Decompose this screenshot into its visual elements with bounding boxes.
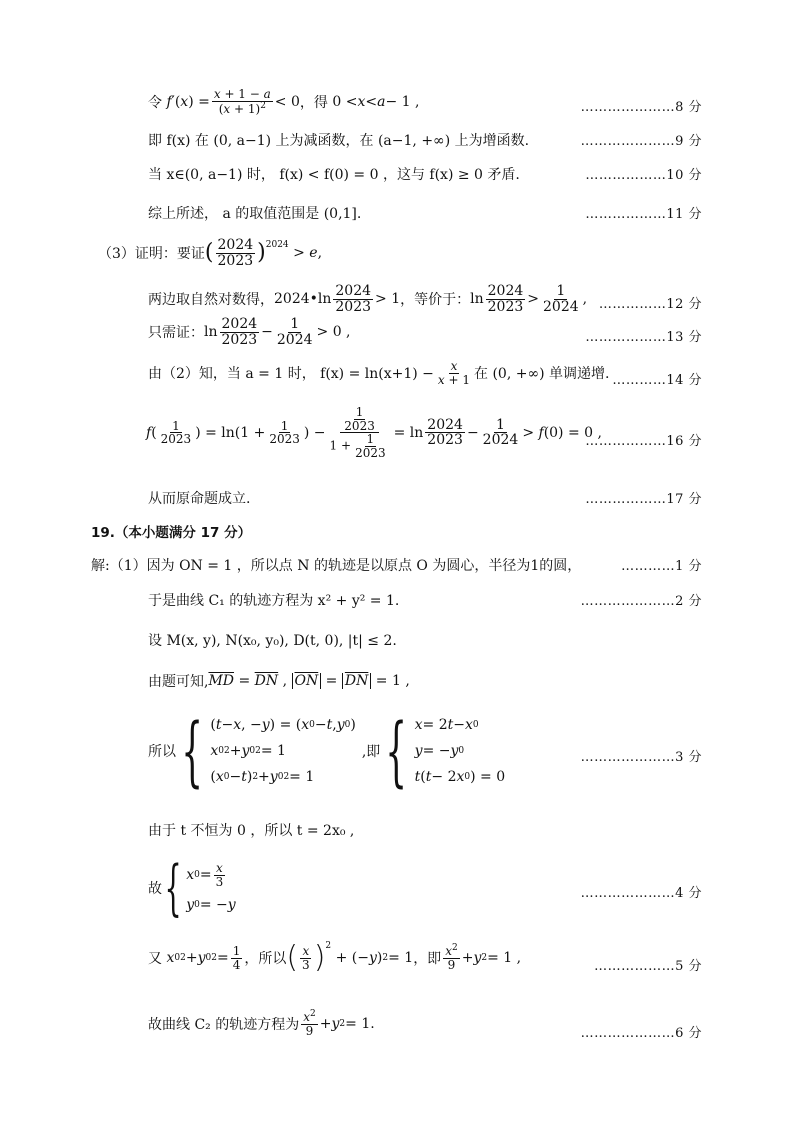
q19-line-substitute: 又 x 0 2 + y 0 2 = $\frac{1}{4}$ ，所以 ( $\frac{x}{3}$ ) $^2$ + (− y ) 2 = 1 ，即 $\frac{x^2}{9}$ + y 2 = 1 ,	[148, 940, 522, 975]
text-take-log: 两边取自然对数得，	[148, 292, 274, 309]
line-need-prove: 只需证： ln $\frac{2024}{2023}$ − $\frac{1}{2024}$ > 0 ,	[148, 316, 351, 348]
q19-line-vectors: 由题可知, $\overline{MD}$ = $\overline{DN}$ , $\overline{ON}$ = $\overline{DN}$ = 1 ,	[148, 673, 410, 690]
fraction-log-arg: $\frac{2024}{2023}$	[335, 283, 372, 315]
line-monotonic: 即 f(x) 在 (0, a−1) 上为减函数，在 (a−1, +∞) 上为增函数.	[148, 133, 530, 149]
fraction-1-2023: $\frac{1}{2023}$	[160, 418, 192, 447]
question-19-heading: 19.（本小题满分 17 分）	[91, 525, 252, 541]
fraction-1-2023-b: $\frac{1}{2023}$	[269, 418, 300, 447]
text-so: ，所以	[244, 951, 287, 967]
fraction-ln: $\frac{2024}{2023}$	[487, 283, 524, 315]
score-17: ………………17 分	[585, 492, 702, 507]
line-evaluate: f ( $\frac{1}{2023}$ ) = ln(1 + $\frac{1}{2023}$ ) − $\frac{1}{2023}$ 1 + $\frac{1}{2023}$ = ln $\frac{2024}{2023}$ − $\frac{1}{2024}$ > f (0) = 0 ,	[146, 405, 602, 460]
line-part3-claim: （3）证明：要证 ( $\frac{2024}{2023}$ ) $^{2024}$ > e ,	[98, 237, 323, 269]
line-take-log: 两边取自然对数得， 2024•ln $\frac{2024}{2023}$ > 1 ，等价于： ln $\frac{2024}{2023}$ > $\frac{1}{2024}$ ,	[148, 283, 588, 315]
line-contradiction: 当 x∈(0, a−1) 时， f(x) < f(0) = 0 ，这与 f(x) ≥ 0 矛盾.	[148, 167, 520, 183]
fraction-2024-2023: $\frac{2024}{2023}$	[217, 237, 254, 269]
score-8: …………………8 分	[580, 100, 702, 115]
q19-score-1: …………1 分	[621, 559, 702, 574]
system-right: { x = 2 t − x 0 y = − y 0 t ( t − 2 x 0 ) = 0	[385, 705, 506, 795]
score-12: ……………12 分	[598, 297, 702, 312]
score-14: …………14 分	[612, 373, 702, 388]
text-from-part2: 由（2）知，当 a = 1 时， f(x) = ln(x+1) −	[148, 366, 434, 383]
text-therefore: 所以	[148, 744, 176, 760]
score-13: ………………13 分	[585, 330, 702, 345]
fraction-1-2024: $\frac{1}{2024}$	[543, 283, 579, 315]
fraction-derivative: $\frac{x + 1 - a}{(x + 1)^2}$	[213, 87, 271, 116]
q19-line-circle: 解:（1）因为 ON = 1 ，所以点 N 的轨迹是以原点 O 为圆心，半径为1的圆，	[91, 558, 582, 574]
fraction-1-2024-b: $\frac{1}{2024}$	[276, 316, 313, 348]
text-part3: （3）证明：要证	[98, 246, 205, 263]
text-need-prove: 只需证：	[148, 325, 204, 342]
q19-score-2: …………………2 分	[580, 594, 702, 609]
score-11: ………………11 分	[585, 207, 702, 222]
line-derivative-condition: 令 f ′( x ) = $\frac{x + 1 - a}{(x + 1)^2}$ < 0 ，得 0 < x < a − 1 ,	[148, 87, 420, 116]
fraction-compound: $\frac{1}{2023}$ 1 + $\frac{1}{2023}$	[329, 405, 386, 460]
line-from-part2	[148, 360, 610, 386]
q19-line-therefore-system	[148, 853, 236, 923]
text-ling: 令	[148, 94, 162, 111]
q19-score-4: …………………4 分	[580, 886, 702, 901]
score-9: …………………9 分	[580, 134, 702, 149]
fraction-ln-2: $\frac{2024}{2023}$	[221, 316, 258, 348]
fraction-x2-9: $\frac{x^2}{9}$	[445, 943, 458, 972]
text-also: 又	[148, 951, 162, 967]
q19-line-c2-equation: 故曲线 C₂ 的轨迹方程为 $\frac{x^2}{9}$ + y 2 = 1.	[148, 1009, 375, 1038]
q19-line-c1-equation: 于是曲线 C₁ 的轨迹方程为 x² + y² = 1.	[148, 593, 400, 609]
q19-line-system	[148, 705, 506, 795]
text-from-problem: 由题可知,	[148, 674, 209, 690]
text-c2-equation: 故曲线 C₂ 的轨迹方程为	[148, 1016, 300, 1033]
line-proposition-holds: 从而原命题成立.	[148, 491, 251, 507]
text-namely: ,即	[361, 744, 381, 760]
score-16: ………………16 分	[585, 434, 702, 449]
text-de: ，得	[299, 94, 328, 111]
system-x0-y0: { x 0 = $\frac{x}{3}$ y 0 = − y	[164, 853, 236, 923]
fraction-1-2024-c: $\frac{1}{2024}$	[482, 416, 519, 449]
fraction-x-x1: $\frac{x}{x + 1}$	[437, 359, 471, 387]
system-left: { ( t − x , − y ) = ( x 0 − t , y 0 ) x 0 2 + y 0 2 = 1 ( x 0 − t ) 2 + y 0 2 = 1	[181, 705, 356, 795]
line-conclusion-a: 综上所述， a 的取值范围是 (0,1].	[148, 206, 362, 222]
q19-score-6: …………………6 分	[580, 1026, 702, 1041]
fraction-ln-3: $\frac{2024}{2023}$	[427, 416, 463, 449]
text-increasing: 在 (0, +∞) 单调递增.	[474, 366, 610, 383]
q19-score-5: ………………5 分	[594, 959, 702, 974]
q19-score-3: …………………3 分	[580, 750, 702, 765]
text-hence: 故	[148, 881, 162, 897]
fraction-1-4: $\frac{1}{4}$	[232, 943, 241, 972]
fraction-x2-9-b: $\frac{x^2}{9}$	[303, 1009, 316, 1038]
text-equivalent: ，等价于：	[400, 292, 471, 309]
q19-line-set-points: 设 M(x, y), N(x₀, y₀), D(t, 0), |t| ≤ 2.	[148, 633, 397, 649]
text-that-is: ，即	[413, 951, 442, 967]
q19-line-t-value: 由于 t 不恒为 0 ，所以 t = 2x₀ ,	[148, 823, 355, 839]
score-10: ………………10 分	[585, 168, 702, 183]
